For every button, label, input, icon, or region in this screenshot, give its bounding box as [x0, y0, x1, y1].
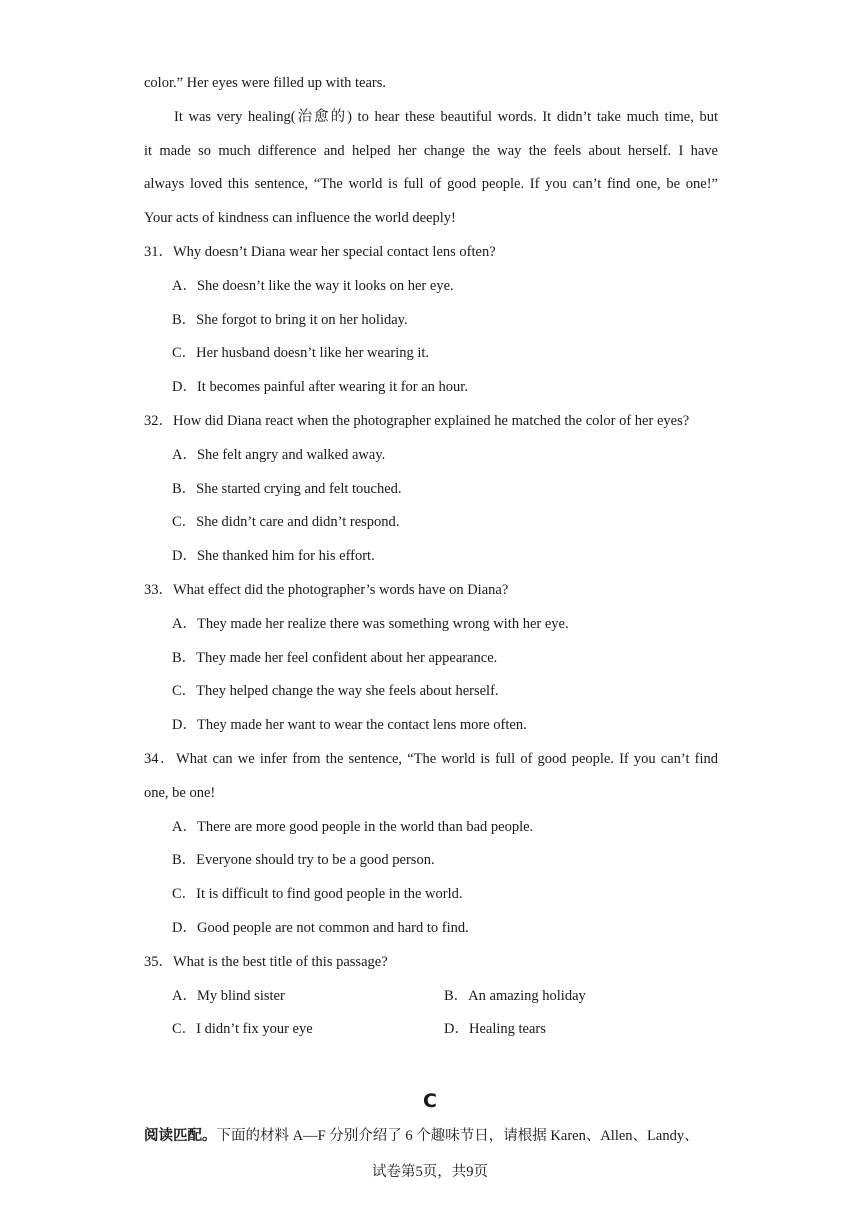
question-33-option-b[interactable]: B．They made her feel confident about her appearance. [172, 650, 498, 666]
question-31-stem: 31．Why doesn’t Diana wear her special contact lens often? [144, 244, 496, 260]
passage-line: always loved this sentence, “The world is full of good people. If you can’t find one, be one!” [144, 176, 718, 192]
question-34-option-b[interactable]: B．Everyone should try to be a good person. [172, 852, 435, 868]
question-31-option-c[interactable]: C．Her husband doesn’t like her wearing it. [172, 345, 430, 361]
question-33-stem: 33．What effect did the photographer’s words have on Diana? [144, 582, 509, 598]
instruction-label: 阅读匹配。 [144, 1128, 217, 1144]
section-heading: C [423, 1090, 437, 1112]
section-instruction [144, 1126, 718, 1146]
question-31-option-a[interactable]: A．She doesn’t like the way it looks on her eye. [172, 278, 454, 294]
question-34-option-d[interactable]: D．Good people are not common and hard to find. [172, 920, 469, 936]
passage-line: It was very healing(治愈的) to hear these beautiful words. It didn’t take much time, but [174, 109, 718, 125]
question-33-option-c[interactable]: C．They helped change the way she feels about herself. [172, 683, 499, 699]
question-31-option-d[interactable]: D．It becomes painful after wearing it for an hour. [172, 379, 468, 395]
question-35-option-c[interactable]: C．I didn’t fix your eye [172, 1021, 313, 1037]
passage-line: Your acts of kindness can influence the world deeply! [144, 210, 456, 226]
question-32-option-c[interactable]: C．She didn’t care and didn’t respond. [172, 514, 400, 530]
page-footer: 试卷第5页，共9页 [372, 1164, 488, 1180]
question-35-option-b[interactable]: B．An amazing holiday [444, 988, 586, 1004]
question-33-option-a[interactable]: A．They made her realize there was something wrong with her eye. [172, 616, 569, 632]
question-31-option-b[interactable]: B．She forgot to bring it on her holiday. [172, 312, 408, 328]
question-33-option-d[interactable]: D．They made her want to wear the contact lens more often. [172, 717, 527, 733]
instruction-text: 下面的材料 A—F 分别介绍了 6 个趣味节日，请根据 Karen、Allen、Landy、 [216, 1128, 699, 1144]
question-34-option-a[interactable]: A．There are more good people in the world than bad people. [172, 819, 534, 835]
question-32-option-b[interactable]: B．She started crying and felt touched. [172, 481, 402, 497]
question-32-option-a[interactable]: A．She felt angry and walked away. [172, 447, 386, 463]
question-32-stem: 32．How did Diana react when the photographer explained he matched the color of her eyes? [144, 413, 690, 429]
question-35-option-a[interactable]: A．My blind sister [172, 988, 285, 1004]
question-34-stem-cont: one, be one! [144, 785, 216, 801]
question-35-option-d[interactable]: D．Healing tears [444, 1021, 546, 1037]
passage-line: it made so much difference and helped her change the way the feels about herself. I have [144, 143, 718, 159]
question-35-stem: 35．What is the best title of this passage? [144, 954, 388, 970]
question-32-option-d[interactable]: D．She thanked him for his effort. [172, 548, 375, 564]
passage-line: color.” Her eyes were filled up with tears. [144, 75, 386, 91]
question-34-option-c[interactable]: C．It is difficult to find good people in the world. [172, 886, 463, 902]
question-34-stem: 34．What can we infer from the sentence, “The world is full of good people. If you can’t find [144, 751, 718, 767]
